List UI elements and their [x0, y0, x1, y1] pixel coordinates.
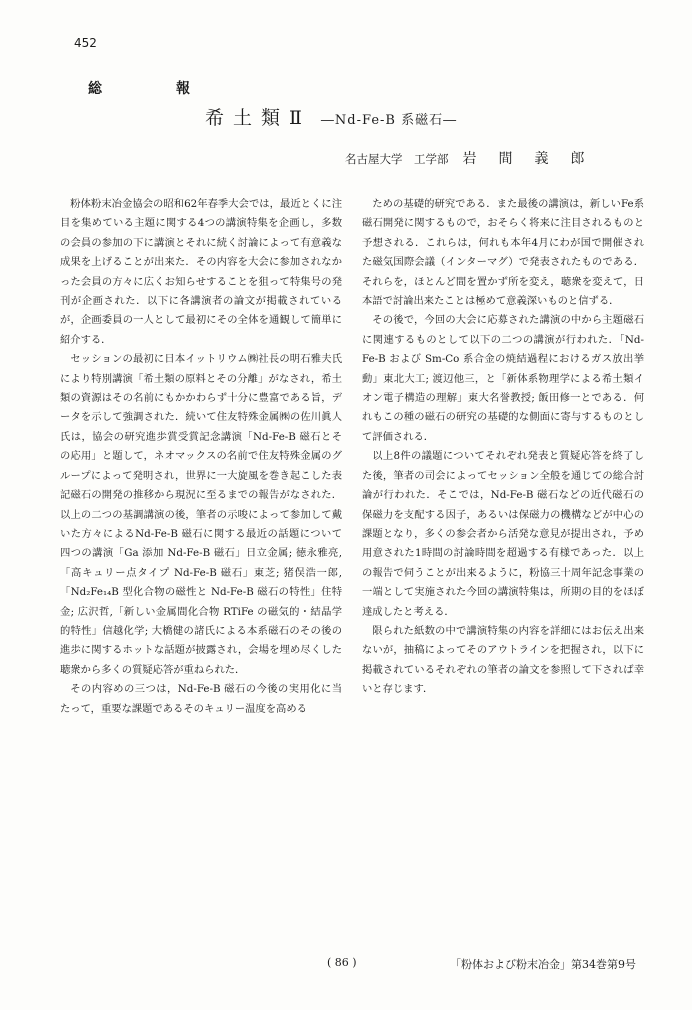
section-label: 総 報 [88, 81, 220, 97]
author-affiliation: 名古屋大学 工学部 [345, 152, 449, 166]
paragraph: セッションの最初に日本イットリウム㈱社長の明石雅夫氏により特別講演「希土類の原料とその分離」がなされ，希土類の資源はその名前にもかかわらず十分に豊富である旨，データを示して強調された．続いて住友特殊金属㈱の佐川眞人氏は，協会の研究進歩賞受賞記念講演「Nd-Fe-B 磁石とその応用」と題して，ネオマックスの名前で住友特殊金属のグループによって発明され，世界に一大旋風を巻き起こした表記磁石の開発の推移から現況に至るまでの報告がなされた．以上の二つの基調講演の後，筆者の示唆によって参加して戴いた方々によるNd-Fe-B 磁石に関する最近の話題について四つの講演「Ga 添加 Nd-Fe-B 磁石」日立金属; 徳永雅亮,「高キュリー点タイプ Nd-Fe-B 磁石」東芝; 猪俣浩一郎,「Nd₂Fe₁₄B 型化合物の磁性と Nd-Fe-B 磁石の特性」住特金; 広沢哲,「新しい金属間化合物 RTiFe の磁気的・結晶学的特性」信越化学; 大橋健の諸氏による本系磁石のその後の進歩に関するホットな話題が披露され，会場を埋め尽くした聴衆から多くの質疑応答が重ねられた． [60, 353, 342, 676]
paragraph: その内容めの三つは，Nd-Fe-B 磁石の今後の実用化に当たって，重要な課題であるそのキュリー温度を高める [60, 683, 342, 715]
paragraph: 限られた紙数の中で講演特集の内容を詳細にはお伝え出来ないが，抽稿によってそのアウトラインを把握され，以下に掲載されているそれぞれの筆者の論文を参照して下されば幸いと存じます． [362, 624, 644, 696]
paragraph: その後で，今回の大会に応募された講演の中から主題磁石に関連するものとして以下の二つの講演が行われた．「Nd-Fe-B および Sm-Co 系合金の焼結過程におけるガス放出挙動」東北大工; 渡辺他三，と「新体系物理学による希土類イオン電子構造の理解」東大名誉教授; 飯田修一とである．何れもこの種の磁石の研究の基礎的な側面に寄与するものとして評価される． [362, 314, 644, 443]
paragraph: 以上8件の議題についてそれぞれ発表と質疑応答を終了した後，筆者の司会によってセッション全般を通じての総合討論が行われた．そこでは，Nd-Fe-B 磁石などの近代磁石の保磁力を支配する因子，あるいは保磁力の機構などが中心の課題となり，多くの参会者から活発な意見が提出され，予め用意された1時間の討論時間を超過する有様であった．以上の報告で伺うことが出来るように，粉協三十周年記念事業の一端として実施された今回の講演特集は，所期の目的をほぼ達成したと考える． [362, 450, 644, 618]
right-column [362, 195, 644, 700]
footer-journal: 「粉体および粉末冶金」第34巻第9号 [450, 958, 636, 971]
author-name: 岩間義郎 [462, 151, 607, 167]
paragraph: 粉体粉末冶金協会の昭和62年春季大会では，最近とくに注目を集めている主題に関する4つの講演特集を企画し，多数の会員の参加の下に講演とそれに続く討論によって有意義な成果を上げることが出来た．その内容を大会に参加されなかった会員の方々に広くお知らせすることを狙って特集号の発刊が企画された．以下に各講演者の論文が掲載されているが，企画委員の一人として最初にその全体を通観して簡単に紹介する． [60, 198, 342, 346]
footer-page-label: ( 86 ) [327, 956, 357, 969]
paragraph: ための基礎的研究である．また最後の講演は，新しいFe系磁石開発に関するもので，おそらく将来に注目されるものと予想される．これらは，何れも本年4月にわが国で開催された磁気国際会議（インターマグ）で発表されたものである．それらを，ほとんど間を置かず所を変え，聴衆を変えて，日本語で討論出来たことは極めて意義深いものと信ずる． [362, 198, 644, 308]
article-title: 希土類Ⅱ [205, 107, 311, 129]
left-column [60, 195, 342, 719]
page-number: 452 [74, 36, 97, 50]
article-title-block [205, 103, 457, 130]
byline [345, 148, 607, 168]
article-subtitle: ―Nd-Fe-B 系磁石― [320, 113, 458, 128]
